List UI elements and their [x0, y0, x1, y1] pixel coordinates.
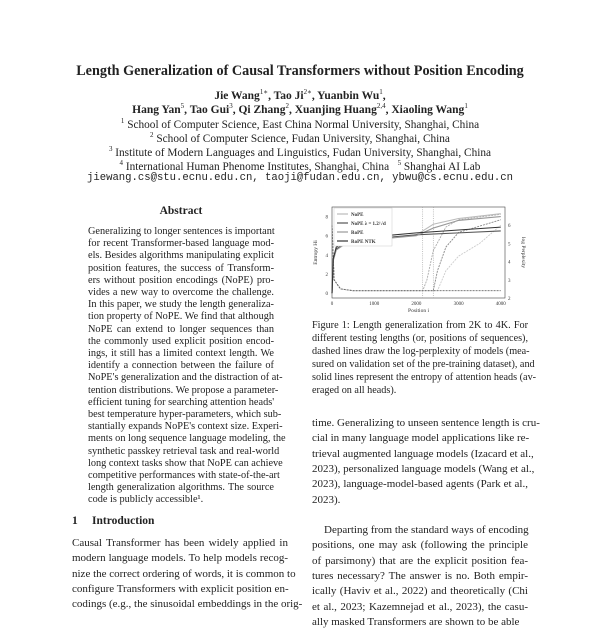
y-right-tick-label: 6	[508, 224, 511, 230]
affiliation-mark: 4	[119, 159, 124, 167]
author-affiliation-mark: 1∗	[259, 88, 269, 96]
x-axis-label: Position i	[408, 308, 429, 314]
y-left-tick-label: 0	[325, 292, 328, 298]
text-line: position features, the success of Transform-	[88, 262, 274, 274]
author-affiliation-mark: 2,4	[376, 102, 386, 110]
text-line: trieval augmented language models (Izacard et al.,	[312, 447, 534, 460]
text-line: codings (e.g., the sinusoidal embeddings in the orig-	[72, 598, 303, 611]
author-separator: ,	[311, 89, 318, 102]
author-name: Xiaoling Wang	[391, 103, 465, 116]
spacer	[389, 161, 397, 173]
author-affiliation-mark: 3	[229, 102, 233, 110]
text-line: for recent Transformer-based language mod-	[88, 238, 274, 250]
text-line: els. Besides algorithms manipulating explicit	[88, 250, 274, 262]
author-line-2	[0, 102, 600, 116]
text-line: competitive performances with state-of-the-art	[88, 470, 280, 481]
section-title: Introduction	[92, 515, 155, 527]
affiliation-text: Shanghai AI Lab	[401, 160, 481, 173]
affiliation-mark: 3	[108, 145, 113, 153]
text-line: Departing from the standard ways of encoding	[324, 524, 529, 537]
author-separator: ,	[385, 103, 392, 116]
text-line: Causal Transformer has been widely applied in	[72, 537, 288, 549]
text-line: tion property of NoPE. We find that although	[88, 311, 275, 323]
affiliation-mark: 2	[150, 131, 154, 139]
text-line: ings, it still has a limited context length. We	[88, 348, 274, 359]
y-left-axis-label: Entropy Hi	[313, 240, 319, 265]
section-heading-introduction	[72, 515, 154, 527]
y-left-tick-label: 6	[325, 234, 328, 240]
author-affiliation-mark: 2∗	[303, 88, 312, 96]
text-line: tures necessary? The answer is no. Both empir-	[312, 570, 528, 582]
author-emails: jiewang.cs@stu.ecnu.edu.cn, taoji@fudan.edu.cn, ybwu@cs.ecnu.edu.cn	[87, 172, 513, 184]
x-tick-label: 0	[330, 302, 334, 307]
text-line: the commonly used explicit position encod-	[88, 335, 274, 347]
text-line: ically (Haviv et al., 2022) and theoretically (Chi	[312, 585, 528, 598]
affiliation	[0, 145, 600, 159]
affiliation-text: Institute of Modern Languages and Linguistics, Fudan University, Shanghai, China	[112, 146, 492, 159]
text-line: vides a new way to overcome the challenge.	[88, 287, 274, 298]
legend-label: NoPE	[351, 213, 364, 218]
text-line: 2023), language-model-based agents (Park et al.,	[312, 478, 528, 491]
text-line: positions, one may ask (following the principle	[312, 539, 528, 552]
text-line: modern language models. To help models recog-	[72, 552, 288, 565]
figure-1-chart	[305, 203, 535, 318]
author-name: Xuanjing Huang	[294, 103, 377, 116]
paper-title: Length Generalization of Causal Transformers without Position Encoding	[76, 63, 524, 79]
affiliation	[0, 117, 600, 131]
text-line: best temperature hyper-parameters, which sub-	[88, 409, 282, 420]
x-tick-label: 2000	[411, 302, 422, 307]
author-separator: ,	[382, 89, 386, 102]
text-line: eraged on all heads).	[312, 385, 397, 396]
author-affiliation-mark: 5	[180, 102, 185, 110]
x-tick-label: 1000	[369, 302, 380, 307]
text-line: tention distributions. We propose a parameter-	[88, 384, 279, 396]
author-name: Jie Wang	[214, 89, 260, 102]
text-line: synthetic passkey retrieval task and real-world	[88, 445, 280, 457]
affiliation-text: International Human Phenome Institutes, Shanghai, China	[123, 160, 390, 173]
text-line: dashed lines draw the log-perplexity of models (mea-	[312, 346, 530, 357]
y-right-axis-label: log Perplexity	[520, 236, 526, 269]
text-line: efficient tuning for searching attention heads'	[88, 396, 275, 408]
text-line: 2023).	[312, 493, 341, 506]
text-line: different testing lengths (or, positions of sequences),	[312, 333, 528, 344]
text-line: sured on validation set of the pre-training dataset), and	[312, 359, 535, 370]
y-right-tick-label: 3	[508, 278, 511, 284]
text-line: length generalization algorithms. The source	[88, 482, 274, 494]
author-separator: ,	[268, 89, 274, 102]
affiliation	[0, 131, 600, 145]
text-line: identify a connection between the failure of	[88, 360, 274, 372]
author-affiliation-mark: 1	[464, 102, 468, 110]
text-line: time. Generalizing to unseen sentence length is cru-	[312, 417, 540, 429]
author-affiliation-mark: 1	[379, 88, 383, 96]
author-line-1	[0, 88, 600, 102]
text-line: NoPE can extend to longer sequences than	[88, 323, 274, 335]
y-right-tick-label: 4	[508, 260, 511, 266]
author-affiliation-mark: 2	[285, 102, 289, 110]
text-line: long context tasks show that NoPE can achieve	[88, 457, 283, 469]
text-line: solid lines represent the entropy of attention heads (av-	[312, 372, 537, 383]
text-line: Figure 1: Length generalization from 2K to 4K. For	[312, 320, 528, 331]
affiliation-text: School of Computer Science, East China Normal University, Shanghai, China	[124, 118, 480, 131]
affiliation-text: School of Computer Science, Fudan University, Shanghai, China	[153, 132, 450, 145]
author-separator: ,	[232, 103, 239, 116]
text-line: NoPE's generalization and the distraction of at-	[88, 372, 283, 384]
author-name: Hang Yan	[132, 103, 181, 116]
text-line: of parsimony) that are the explicit position fea-	[312, 554, 528, 567]
x-tick-label: 4000	[495, 302, 506, 307]
text-line: Generalizing to longer sentences is important	[88, 226, 275, 237]
abstract-heading: Abstract	[159, 205, 203, 217]
section-number: 1	[72, 515, 78, 527]
text-line: nize the correct ordering of words, it is common to	[72, 567, 296, 580]
author-name: Tao Ji	[273, 89, 304, 102]
affiliation	[0, 159, 600, 173]
author-name: Yuanbin Wu	[317, 89, 380, 102]
author-separator: ,	[184, 103, 190, 116]
affiliation-mark: 1	[120, 117, 125, 125]
legend-label: NoPE λ = 1.2/√d	[351, 222, 386, 227]
text-line: ally masked Transformers are shown to be able	[312, 615, 520, 628]
text-line: 2023), personalized language models (Wang et al.,	[312, 462, 535, 475]
text-line: et al., 2023; Kazemnejad et al., 2023), the casu-	[312, 600, 528, 613]
x-tick-label: 3000	[453, 302, 464, 307]
y-left-tick-label: 8	[325, 215, 328, 221]
y-left-tick-label: 2	[325, 273, 328, 279]
text-line: ments on long sequence language modeling, the	[88, 433, 286, 445]
text-line: configure Transformers with explicit position en-	[72, 582, 289, 595]
y-left-tick-label: 4	[325, 253, 328, 259]
legend-label: RoPE	[351, 231, 364, 236]
text-line: In this paper, we study the length generaliza-	[88, 299, 274, 311]
author-name: Tao Gui	[189, 103, 230, 116]
author-name: Qi Zhang	[238, 103, 286, 116]
y-right-tick-label: 2	[508, 297, 511, 302]
author-separator: ,	[288, 103, 295, 116]
text-line: ers without position encodings (NoPE) pro-	[88, 274, 274, 286]
text-line: cial in many language model applications like re-	[312, 432, 530, 445]
affiliation-mark: 5	[397, 159, 402, 167]
text-line: code is publicly accessible¹.	[88, 494, 204, 506]
legend-label: RoPE NTK	[351, 240, 376, 245]
text-line: stantially expands NoPE's context size. Experi-	[88, 421, 283, 433]
y-right-tick-label: 5	[508, 242, 511, 248]
